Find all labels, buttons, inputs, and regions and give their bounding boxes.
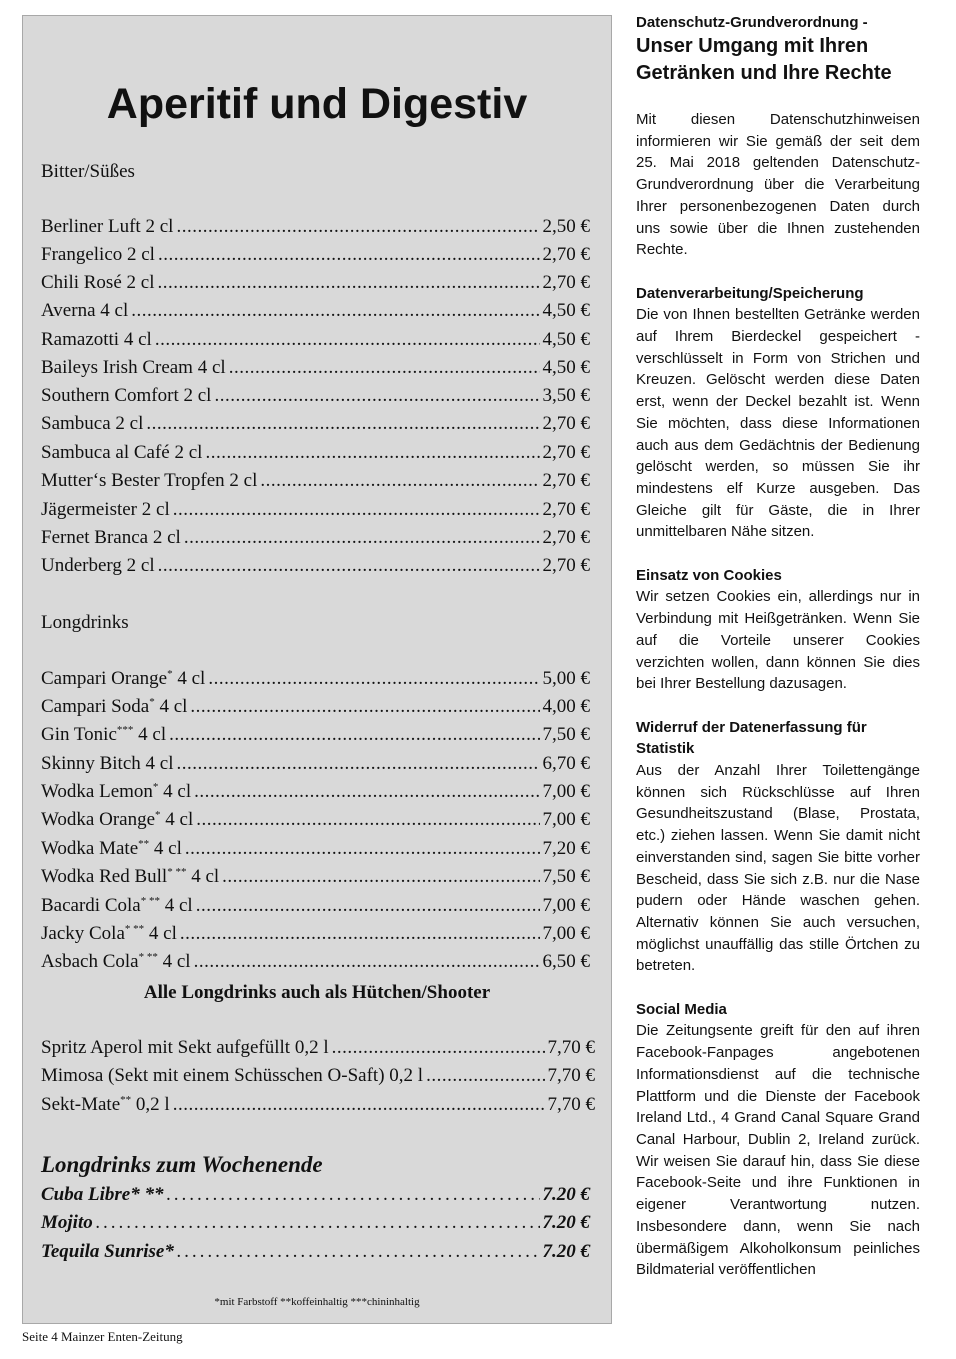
menu-item <box>41 895 590 919</box>
item-price: 4,50 € <box>542 329 590 350</box>
item-name: Wodka Lemon* 4 cl <box>41 781 192 802</box>
menu-item <box>41 951 590 975</box>
page-footer: Seite 4 Mainzer Enten-Zeitung <box>22 1329 183 1344</box>
menu-item <box>41 470 590 494</box>
privacy-article <box>636 13 920 1303</box>
menu-item <box>41 244 590 268</box>
dot-leader <box>260 470 539 492</box>
menu-item <box>41 809 590 833</box>
item-name: Chili Rosé 2 cl <box>41 272 155 293</box>
dot-leader <box>196 809 539 831</box>
item-name: Cuba Libre* ** <box>41 1184 164 1205</box>
dot-leader <box>196 895 540 917</box>
dot-leader <box>426 1065 544 1087</box>
menu-item <box>41 724 590 748</box>
item-name: Berliner Luft 2 cl <box>41 216 174 237</box>
menu-item <box>41 329 590 353</box>
item-name: Campari Orange* 4 cl <box>41 668 206 689</box>
footnote-legend: *mit Farbstoff **koffeinhaltig ***chininhaltig <box>214 1296 420 1308</box>
menu-item <box>41 1184 590 1210</box>
footnote-mark: * ** <box>124 923 145 935</box>
menu-item <box>41 385 590 409</box>
dot-leader <box>176 753 539 775</box>
menu-item <box>41 1212 590 1238</box>
menu-item <box>41 668 590 692</box>
dot-leader <box>176 216 539 238</box>
item-name: Jägermeister 2 cl <box>41 499 170 520</box>
item-name: Spritz Aperol mit Sekt aufgefüllt 0,2 l <box>41 1037 329 1058</box>
dot-leader <box>214 385 539 407</box>
menu-item <box>41 696 590 720</box>
item-price: 7,70 € <box>547 1065 595 1086</box>
item-name: Mimosa (Sekt mit einem Schüsschen O-Saft) 0,2 l <box>41 1065 424 1086</box>
item-name: Southern Comfort 2 cl <box>41 385 212 406</box>
item-name: Jacky Cola* ** 4 cl <box>41 923 177 944</box>
footnote-mark: * ** <box>138 951 158 963</box>
item-name: Sambuca 2 cl <box>41 413 144 434</box>
item-name: Asbach Cola* ** 4 cl <box>41 951 191 972</box>
article-section-heading: Widerruf der Datenerfassung für Statistik <box>636 718 867 758</box>
article-section-text: Die von Ihnen bestellten Getränke werden auf Ihrem Bierdeckel gespeichert - verschlüsselt in Form von Strichen und Kreuzen. Gelöscht werden diese Daten erst, wenn der Deckel bezahlt ist. Wenn Sie möchten, dass diese Informationen auch aus dem Gedächtnis der Bedienung gelöscht werden, so müssen Sie ihr mindestens elf Kurze ausgeben. Das Gleiche gilt für Gäste, die in Ihrer unmittelbaren Nähe sitzen. <box>636 306 920 541</box>
article-section-text: Wir setzen Cookies ein, allerdings nur in Verbindung mit Heißgetränken. Wenn Sie auf die Vorteile unserer Cookies verzichten wollen, dann können Sie dies bei Ihrer Bestellung dazusagen. <box>636 588 920 693</box>
menu-item <box>41 442 590 466</box>
dot-leader <box>157 272 539 294</box>
footnote-mark: ** <box>120 1094 132 1106</box>
item-name: Averna 4 cl <box>41 300 129 321</box>
item-name: Wodka Orange* 4 cl <box>41 809 194 830</box>
menu-item <box>41 555 590 579</box>
dot-leader <box>229 357 540 379</box>
dot-leader <box>146 413 539 435</box>
item-price: 7,50 € <box>542 866 590 887</box>
item-price: 2,70 € <box>542 499 590 520</box>
item-name: Underberg 2 cl <box>41 555 155 576</box>
item-price: 4,50 € <box>542 357 590 378</box>
item-name: Bacardi Cola* ** 4 cl <box>41 895 193 916</box>
menu-item <box>41 499 590 523</box>
dot-leader <box>180 923 540 945</box>
dot-leader <box>155 329 540 351</box>
menu-item <box>41 866 590 890</box>
item-price: 7,70 € <box>547 1094 595 1115</box>
dot-leader <box>184 527 540 549</box>
longdrinks-note: Alle Longdrinks auch als Hütchen/Shooter <box>143 982 491 1003</box>
dot-leader <box>194 781 539 803</box>
dot-leader <box>131 300 539 322</box>
menu-item <box>41 838 590 862</box>
menu-item <box>41 300 590 324</box>
dot-leader <box>190 696 539 718</box>
item-name: Mojito <box>41 1212 93 1233</box>
section-heading-bitter: Bitter/Süßes <box>41 161 135 182</box>
menu-item <box>41 923 590 947</box>
item-name: Tequila Sunrise* <box>41 1241 174 1262</box>
item-price: 2,70 € <box>542 244 590 265</box>
article-section-heading: Datenverarbeitung/Speicherung <box>636 284 864 302</box>
article-section-heading: Einsatz von Cookies <box>636 566 782 584</box>
item-price: 2,70 € <box>542 442 590 463</box>
item-price: 7.20 € <box>542 1241 590 1262</box>
item-price: 2,70 € <box>542 527 590 548</box>
dot-leader <box>185 838 540 860</box>
item-name: Baileys Irish Cream 4 cl <box>41 357 226 378</box>
menu-title: Aperitif und Digestiv <box>106 80 528 128</box>
item-price: 6,50 € <box>542 951 590 972</box>
dot-leader <box>173 499 540 521</box>
menu-item <box>41 1065 595 1089</box>
section-heading-longdrinks: Longdrinks <box>41 612 129 633</box>
item-price: 7.20 € <box>542 1212 590 1233</box>
item-price: 2,50 € <box>542 216 590 237</box>
item-price: 5,00 € <box>542 668 590 689</box>
item-price: 2,70 € <box>542 413 590 434</box>
item-name: Skinny Bitch 4 cl <box>41 753 174 774</box>
menu-item <box>41 1241 590 1267</box>
menu-panel <box>22 15 612 1324</box>
item-name: Ramazotti 4 cl <box>41 329 152 350</box>
menu-item <box>41 1094 595 1118</box>
dot-leader <box>166 1184 539 1206</box>
menu-item <box>41 527 590 551</box>
footnote-mark: * <box>149 696 155 708</box>
item-name: Campari Soda* 4 cl <box>41 696 188 717</box>
dot-leader <box>222 866 539 888</box>
item-price: 7,20 € <box>542 838 590 859</box>
menu-item <box>41 216 590 240</box>
article-intro: Mit diesen Datenschutzhinweisen informieren wir Sie gemäß der seit dem 25. Mai 2018 geltenden Datenschutz-Grundverordnung über die Verarbeitung Ihrer personenbezogenen Daten durch uns sowie über die Ihnen zustehenden Rechte. <box>636 111 920 259</box>
item-name: Frangelico 2 cl <box>41 244 155 265</box>
item-name: Wodka Mate** 4 cl <box>41 838 182 859</box>
dot-leader <box>208 668 539 690</box>
item-price: 7,50 € <box>542 724 590 745</box>
item-name: Mutter‘s Bester Tropfen 2 cl <box>41 470 258 491</box>
footnote-mark: * <box>167 668 173 680</box>
item-price: 7,00 € <box>542 781 590 802</box>
menu-item <box>41 413 590 437</box>
item-name: Fernet Branca 2 cl <box>41 527 181 548</box>
article-section-text: Aus der Anzahl Ihrer Toilettengänge können sich Rückschlüsse auf Ihren Gesundheitszustand (Blase, Prostata, etc.) ziehen lassen. Wenn Sie damit nicht einverstanden sind, sagen Sie bitte vorher Bescheid, dass Sie sich z.B. nur die Nase pudern oder Hände waschen gehen. Alternativ können Sie auch versuchen, möglichst unauffällig das stille Örtchen zu betreten. <box>636 762 920 975</box>
item-price: 7,00 € <box>542 809 590 830</box>
item-price: 4,00 € <box>542 696 590 717</box>
article-headline: Unser Umgang mit Ihren Getränken und Ihre Rechte <box>636 35 892 84</box>
footnote-mark: * <box>155 809 161 821</box>
item-price: 7.20 € <box>542 1184 590 1205</box>
item-price: 7,70 € <box>547 1037 595 1058</box>
menu-item <box>41 1037 595 1061</box>
item-price: 7,00 € <box>542 923 590 944</box>
dot-leader <box>173 1094 545 1116</box>
item-name: Wodka Red Bull* ** 4 cl <box>41 866 220 887</box>
item-price: 2,70 € <box>542 555 590 576</box>
item-price: 6,70 € <box>542 753 590 774</box>
footnote-mark: * ** <box>167 866 187 878</box>
dot-leader <box>158 244 540 266</box>
article-kicker: Datenschutz-Grundverordnung - <box>636 14 868 31</box>
dot-leader <box>194 951 540 973</box>
section-heading-weekend: Longdrinks zum Wochenende <box>41 1152 323 1177</box>
article-section-text: Die Zeitungsente greift für den auf ihren Facebook-Fanpages angebotenen Informationsdienst auf die technische Plattform und die Dienste der Facebook Ireland Ltd., 4 Grand Canal Square Grand Canal Harbour, Dublin 2, Ireland zurück. Wir weisen Sie darauf hin, dass Sie diese Facebook-Seite und ihre Funktionen in eigener Verantwortung nutzen. Insbesondere dann, wenn Sie nach übermäßigem Alkoholkonsum peinliches Bildmaterial veröffentlichen <box>636 1022 920 1279</box>
footnote-mark: * ** <box>140 895 160 907</box>
menu-item <box>41 272 590 296</box>
dot-leader <box>96 1212 540 1234</box>
item-name: Gin Tonic*** 4 cl <box>41 724 167 745</box>
item-price: 4,50 € <box>542 300 590 321</box>
menu-item <box>41 357 590 381</box>
item-price: 3,50 € <box>542 385 590 406</box>
footnote-mark: * <box>152 781 159 793</box>
menu-item <box>41 781 590 805</box>
dot-leader <box>169 724 539 746</box>
dot-leader <box>177 1241 540 1263</box>
article-section-heading: Social Media <box>636 1000 727 1018</box>
item-price: 7,00 € <box>542 895 590 916</box>
item-name: Sekt-Mate** 0,2 l <box>41 1094 170 1115</box>
item-name: Sambuca al Café 2 cl <box>41 442 203 463</box>
dot-leader <box>332 1037 545 1059</box>
footnote-mark: ** <box>138 838 150 850</box>
menu-item <box>41 753 590 777</box>
dot-leader <box>205 442 539 464</box>
item-price: 2,70 € <box>542 470 590 491</box>
footnote-mark: *** <box>116 724 134 736</box>
dot-leader <box>158 555 540 577</box>
item-price: 2,70 € <box>542 272 590 293</box>
